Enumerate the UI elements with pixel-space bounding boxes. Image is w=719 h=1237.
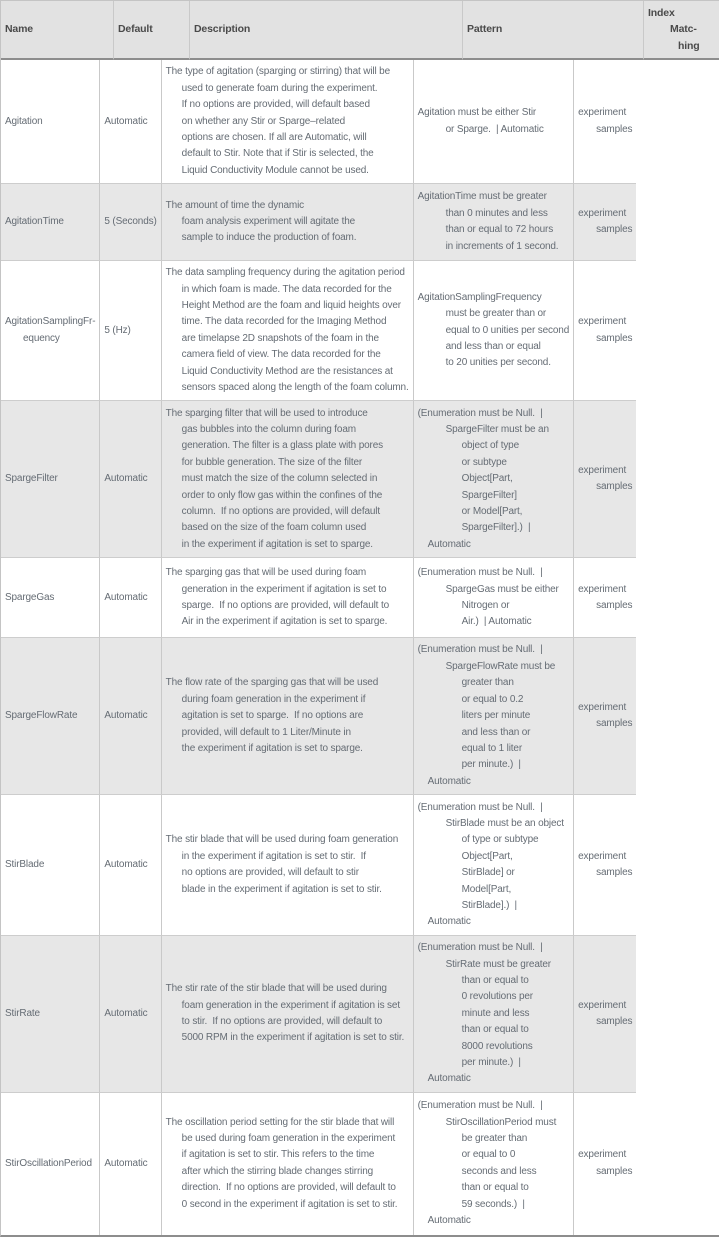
header-name (1, 1, 113, 60)
cell-pattern (413, 936, 574, 1093)
text-line: StirBlade (5, 858, 45, 870)
cell-name (1, 401, 99, 558)
text-line: liters per minute (461, 710, 531, 722)
text-line: AgitationTime must be greater (417, 191, 547, 203)
text-line: StirOscillationPeriod (5, 1157, 92, 1169)
text-line: The sparging filter that will be used to introduce (165, 407, 368, 419)
text-line: per minute.) | (461, 759, 521, 771)
text-line: Air.) | Automatic (461, 616, 532, 628)
cell-pattern (413, 261, 574, 401)
text-line: samples (596, 599, 633, 611)
table-row (1, 184, 636, 261)
cell-description (161, 638, 413, 795)
text-line: used to generate foam during the experiment. (181, 82, 378, 94)
text-line: experiment (578, 465, 627, 477)
text-line: StirRate must be greater (445, 958, 551, 970)
cell-description (161, 261, 413, 401)
cell-pattern (413, 401, 574, 558)
text-line: samples (596, 718, 633, 730)
header-pattern (462, 1, 643, 60)
text-line: object of type (461, 440, 519, 452)
text-line: equal to 0 unities per second (445, 324, 570, 336)
table-row (1, 401, 636, 558)
text-line: for bubble generation. The size of the filter (181, 456, 363, 468)
text-line: sparge. If no options are provided, will default to (181, 599, 389, 611)
text-line: Agitation (5, 115, 43, 127)
text-line: be used during foam generation in the experiment (181, 1132, 396, 1144)
text-line: samples (596, 332, 633, 344)
header-default (113, 1, 189, 60)
text-line: and less than or (461, 726, 531, 738)
text-line: Object[Part, (461, 850, 513, 862)
header-label-line: hing (678, 39, 700, 52)
text-line: Automatic (104, 710, 148, 722)
cell-description (161, 184, 413, 261)
text-line: samples (596, 867, 633, 879)
text-line: the experiment if agitation is set to sparge. (181, 742, 363, 754)
text-line: samples (596, 224, 633, 236)
text-line: The data sampling frequency during the agitation period (165, 267, 405, 279)
header-index-matching (643, 1, 719, 60)
table-row (1, 1093, 636, 1235)
text-line: The stir blade that will be used during foam generation (165, 834, 399, 846)
text-line: must match the size of the column selected in (181, 473, 378, 485)
text-line: generation. The filter is a glass plate with pores (181, 440, 383, 452)
text-line: Model[Part, (461, 883, 512, 895)
cell-pattern (413, 184, 574, 261)
text-line: experiment (578, 701, 627, 713)
text-line: time. The data recorded for the Imaging Method (181, 316, 387, 328)
cell-default (99, 401, 160, 558)
header-label: Pattern (467, 23, 503, 36)
text-line: equency (23, 332, 60, 344)
text-line: 0 revolutions per (461, 991, 533, 1003)
cell-name (1, 60, 99, 184)
cell-description (161, 558, 413, 638)
text-line: If no options are provided, will default based (181, 99, 370, 111)
text-line: The oscillation period setting for the stir blade that will (165, 1116, 395, 1128)
cell-default (99, 795, 160, 936)
text-line: experiment (578, 999, 627, 1011)
text-line: in which foam is made. The data recorded for the (181, 283, 392, 295)
header-label: Name (5, 23, 33, 36)
text-line: to stir. If no options are provided, will default to (181, 1015, 383, 1027)
cell-pattern (413, 60, 574, 184)
text-line: no options are provided, will default to stir (181, 867, 359, 879)
text-line: on whether any Stir or Sparge–related (181, 115, 346, 127)
text-line: gas bubbles into the column during foam (181, 424, 356, 436)
text-line: The flow rate of the sparging gas that will be used (165, 677, 379, 689)
table-row (1, 558, 636, 638)
text-line: 5 (Seconds) (104, 216, 157, 228)
text-line: samples (596, 481, 633, 493)
text-line: samples (596, 1015, 633, 1027)
cell-default (99, 184, 160, 261)
text-line: The amount of time the dynamic (165, 199, 305, 211)
text-line: 5 (Hz) (104, 324, 131, 336)
text-line: SpargeFlowRate must be (445, 660, 556, 672)
text-line: column. If no options are provided, will default (181, 506, 380, 518)
text-line: direction. If no options are provided, will default to (181, 1182, 396, 1194)
text-line: Automatic (104, 473, 148, 485)
text-line: than or equal to (461, 1182, 529, 1194)
header-label-line: Matc- (670, 23, 697, 36)
cell-description (161, 936, 413, 1093)
text-line: in increments of 1 second. (445, 240, 559, 252)
text-line: be greater than (461, 1132, 528, 1144)
text-line: Air in the experiment if agitation is set to sparge. (181, 616, 388, 628)
text-line: are timelapse 2D snapshots of the foam in the (181, 332, 379, 344)
text-line: SpargeFilter] (461, 489, 517, 501)
text-line: The stir rate of the stir blade that will be used during (165, 983, 387, 995)
text-line: 5000 RPM in the experiment if agitation is set to stir. (181, 1032, 405, 1044)
text-line: and less than or equal (445, 341, 541, 353)
cell-index-matching (573, 184, 636, 261)
header-description (189, 1, 462, 60)
text-line: SpargeGas (5, 591, 55, 603)
cell-name (1, 936, 99, 1093)
text-line: if agitation is set to stir. This refers to the time (181, 1149, 375, 1161)
text-line: Agitation must be either Stir (417, 107, 537, 119)
cell-description (161, 795, 413, 936)
cell-name (1, 558, 99, 638)
text-line: per minute.) | (461, 1056, 521, 1068)
cell-pattern (413, 638, 574, 795)
text-line: or Model[Part, (461, 506, 523, 518)
text-line: SpargeGas must be either (445, 583, 559, 595)
cell-name (1, 1093, 99, 1235)
text-line: or subtype (461, 456, 507, 468)
text-line: Automatic (104, 1007, 148, 1019)
text-line: minute and less (461, 1007, 530, 1019)
text-line: options are chosen. If all are Automatic, will (181, 131, 367, 143)
table-row (1, 795, 636, 936)
cell-default (99, 638, 160, 795)
cell-index-matching (573, 1093, 636, 1235)
table-row (1, 261, 636, 401)
text-line: experiment (578, 107, 627, 119)
text-line: than or equal to 72 hours (445, 224, 554, 236)
text-line: or equal to 0.2 (461, 693, 524, 705)
cell-default (99, 558, 160, 638)
text-line: Automatic (104, 858, 148, 870)
text-line: seconds and less (461, 1165, 537, 1177)
text-line: blade in the experiment if agitation is set to stir. (181, 883, 382, 895)
cell-index-matching (573, 401, 636, 558)
text-line: Liquid Conductivity Module cannot be used. (181, 164, 369, 176)
text-line: foam analysis experiment will agitate the (181, 216, 356, 228)
cell-description (161, 401, 413, 558)
text-line: StirBlade].) | (461, 899, 517, 911)
text-line: camera field of view. The data recorded for the (181, 349, 381, 361)
header-label: Description (194, 23, 251, 36)
text-line: 0 second in the experiment if agitation is set to stir. (181, 1198, 398, 1210)
cell-pattern (413, 558, 574, 638)
text-line: must be greater than or (445, 308, 547, 320)
text-line: StirBlade must be an object (445, 817, 564, 829)
cell-description (161, 1093, 413, 1235)
text-line: in the experiment if agitation is set to stir. If (181, 850, 366, 862)
text-line: The type of agitation (sparging or stirring) that will be (165, 66, 390, 78)
text-line: Automatic (427, 538, 471, 550)
text-line: Height Method are the foam and liquid heights over (181, 300, 401, 312)
text-line: Automatic (427, 1073, 471, 1085)
text-line: based on the size of the foam column used (181, 522, 367, 534)
text-line: during foam generation in the experiment if (181, 693, 366, 705)
text-line: than 0 minutes and less (445, 207, 548, 219)
cell-index-matching (573, 60, 636, 184)
text-line: in the experiment if agitation is set to sparge. (181, 538, 373, 550)
text-line: experiment (578, 1149, 627, 1161)
text-line: equal to 1 liter (461, 742, 523, 754)
table-header-row (1, 1, 719, 60)
text-line: samples (596, 123, 633, 135)
text-line: 8000 revolutions (461, 1040, 533, 1052)
text-line: AgitationTime (5, 216, 64, 228)
cell-name (1, 184, 99, 261)
text-line: experiment (578, 207, 627, 219)
text-line: The sparging gas that will be used during foam (165, 567, 367, 579)
cell-default (99, 936, 160, 1093)
text-line: Object[Part, (461, 473, 513, 485)
text-line: Automatic (104, 115, 148, 127)
text-line: (Enumeration must be Null. | (417, 1100, 543, 1112)
text-line: SpargeFilter must be an (445, 424, 549, 436)
text-line: than or equal to (461, 974, 529, 986)
table-body (1, 60, 633, 1235)
text-line: SpargeFilter].) | (461, 522, 531, 534)
text-line: Automatic (427, 775, 471, 787)
text-line: AgitationSamplingFr- (5, 316, 96, 328)
cell-description (161, 60, 413, 184)
text-line: SpargeFilter (5, 473, 58, 485)
text-line: or equal to 0 (461, 1149, 516, 1161)
text-line: Nitrogen or (461, 599, 510, 611)
text-line: experiment (578, 850, 627, 862)
text-line: experiment (578, 583, 627, 595)
text-line: StirRate (5, 1007, 40, 1019)
cell-index-matching (573, 936, 636, 1093)
text-line: experiment (578, 316, 627, 328)
text-line: than or equal to (461, 1024, 529, 1036)
text-line: Automatic (104, 1157, 148, 1169)
text-line: 59 seconds.) | (461, 1198, 525, 1210)
table-row (1, 936, 636, 1093)
cell-name (1, 638, 99, 795)
table-row (1, 60, 636, 184)
cell-index-matching (573, 638, 636, 795)
cell-index-matching (573, 795, 636, 936)
text-line: (Enumeration must be Null. | (417, 942, 543, 954)
text-line: AgitationSamplingFrequency (417, 291, 542, 303)
text-line: sample to induce the production of foam. (181, 232, 357, 244)
text-line: Automatic (427, 916, 471, 928)
text-line: (Enumeration must be Null. | (417, 407, 543, 419)
text-line: (Enumeration must be Null. | (417, 801, 543, 813)
cell-index-matching (573, 558, 636, 638)
text-line: Liquid Conductivity Method are the resistances at (181, 365, 393, 377)
text-line: to 20 unities per second. (445, 357, 551, 369)
text-line: samples (596, 1165, 633, 1177)
text-line: sensors spaced along the length of the foam column. (181, 382, 409, 394)
cell-default (99, 1093, 160, 1235)
text-line: Automatic (427, 1215, 471, 1226)
cell-pattern (413, 795, 574, 936)
cell-name (1, 261, 99, 401)
text-line: agitation is set to sparge. If no options are (181, 710, 364, 722)
cell-index-matching (573, 261, 636, 401)
text-line: foam generation in the experiment if agitation is set (181, 999, 400, 1011)
text-line: or Sparge. | Automatic (445, 123, 544, 135)
text-line: (Enumeration must be Null. | (417, 567, 543, 579)
text-line: of type or subtype (461, 834, 539, 846)
text-line: (Enumeration must be Null. | (417, 644, 543, 656)
text-line: greater than (461, 677, 514, 689)
header-label-line: Index (648, 7, 675, 19)
text-line: order to only flow gas within the confines of the (181, 489, 383, 501)
table-row (1, 638, 636, 795)
text-line: generation in the experiment if agitation is set to (181, 583, 387, 595)
text-line: Automatic (104, 591, 148, 603)
cell-pattern (413, 1093, 574, 1235)
text-line: provided, will default to 1 Liter/Minute in (181, 726, 351, 738)
text-line: SpargeFlowRate (5, 710, 78, 722)
cell-default (99, 261, 160, 401)
cell-default (99, 60, 160, 184)
header-label: Default (118, 23, 153, 36)
text-line: default to Stir. Note that if Stir is selected, the (181, 148, 374, 160)
text-line: StirOscillationPeriod must (445, 1116, 557, 1128)
text-line: StirBlade] or (461, 867, 515, 879)
cell-name (1, 795, 99, 936)
text-line: after which the stirring blade changes stirring (181, 1165, 374, 1177)
